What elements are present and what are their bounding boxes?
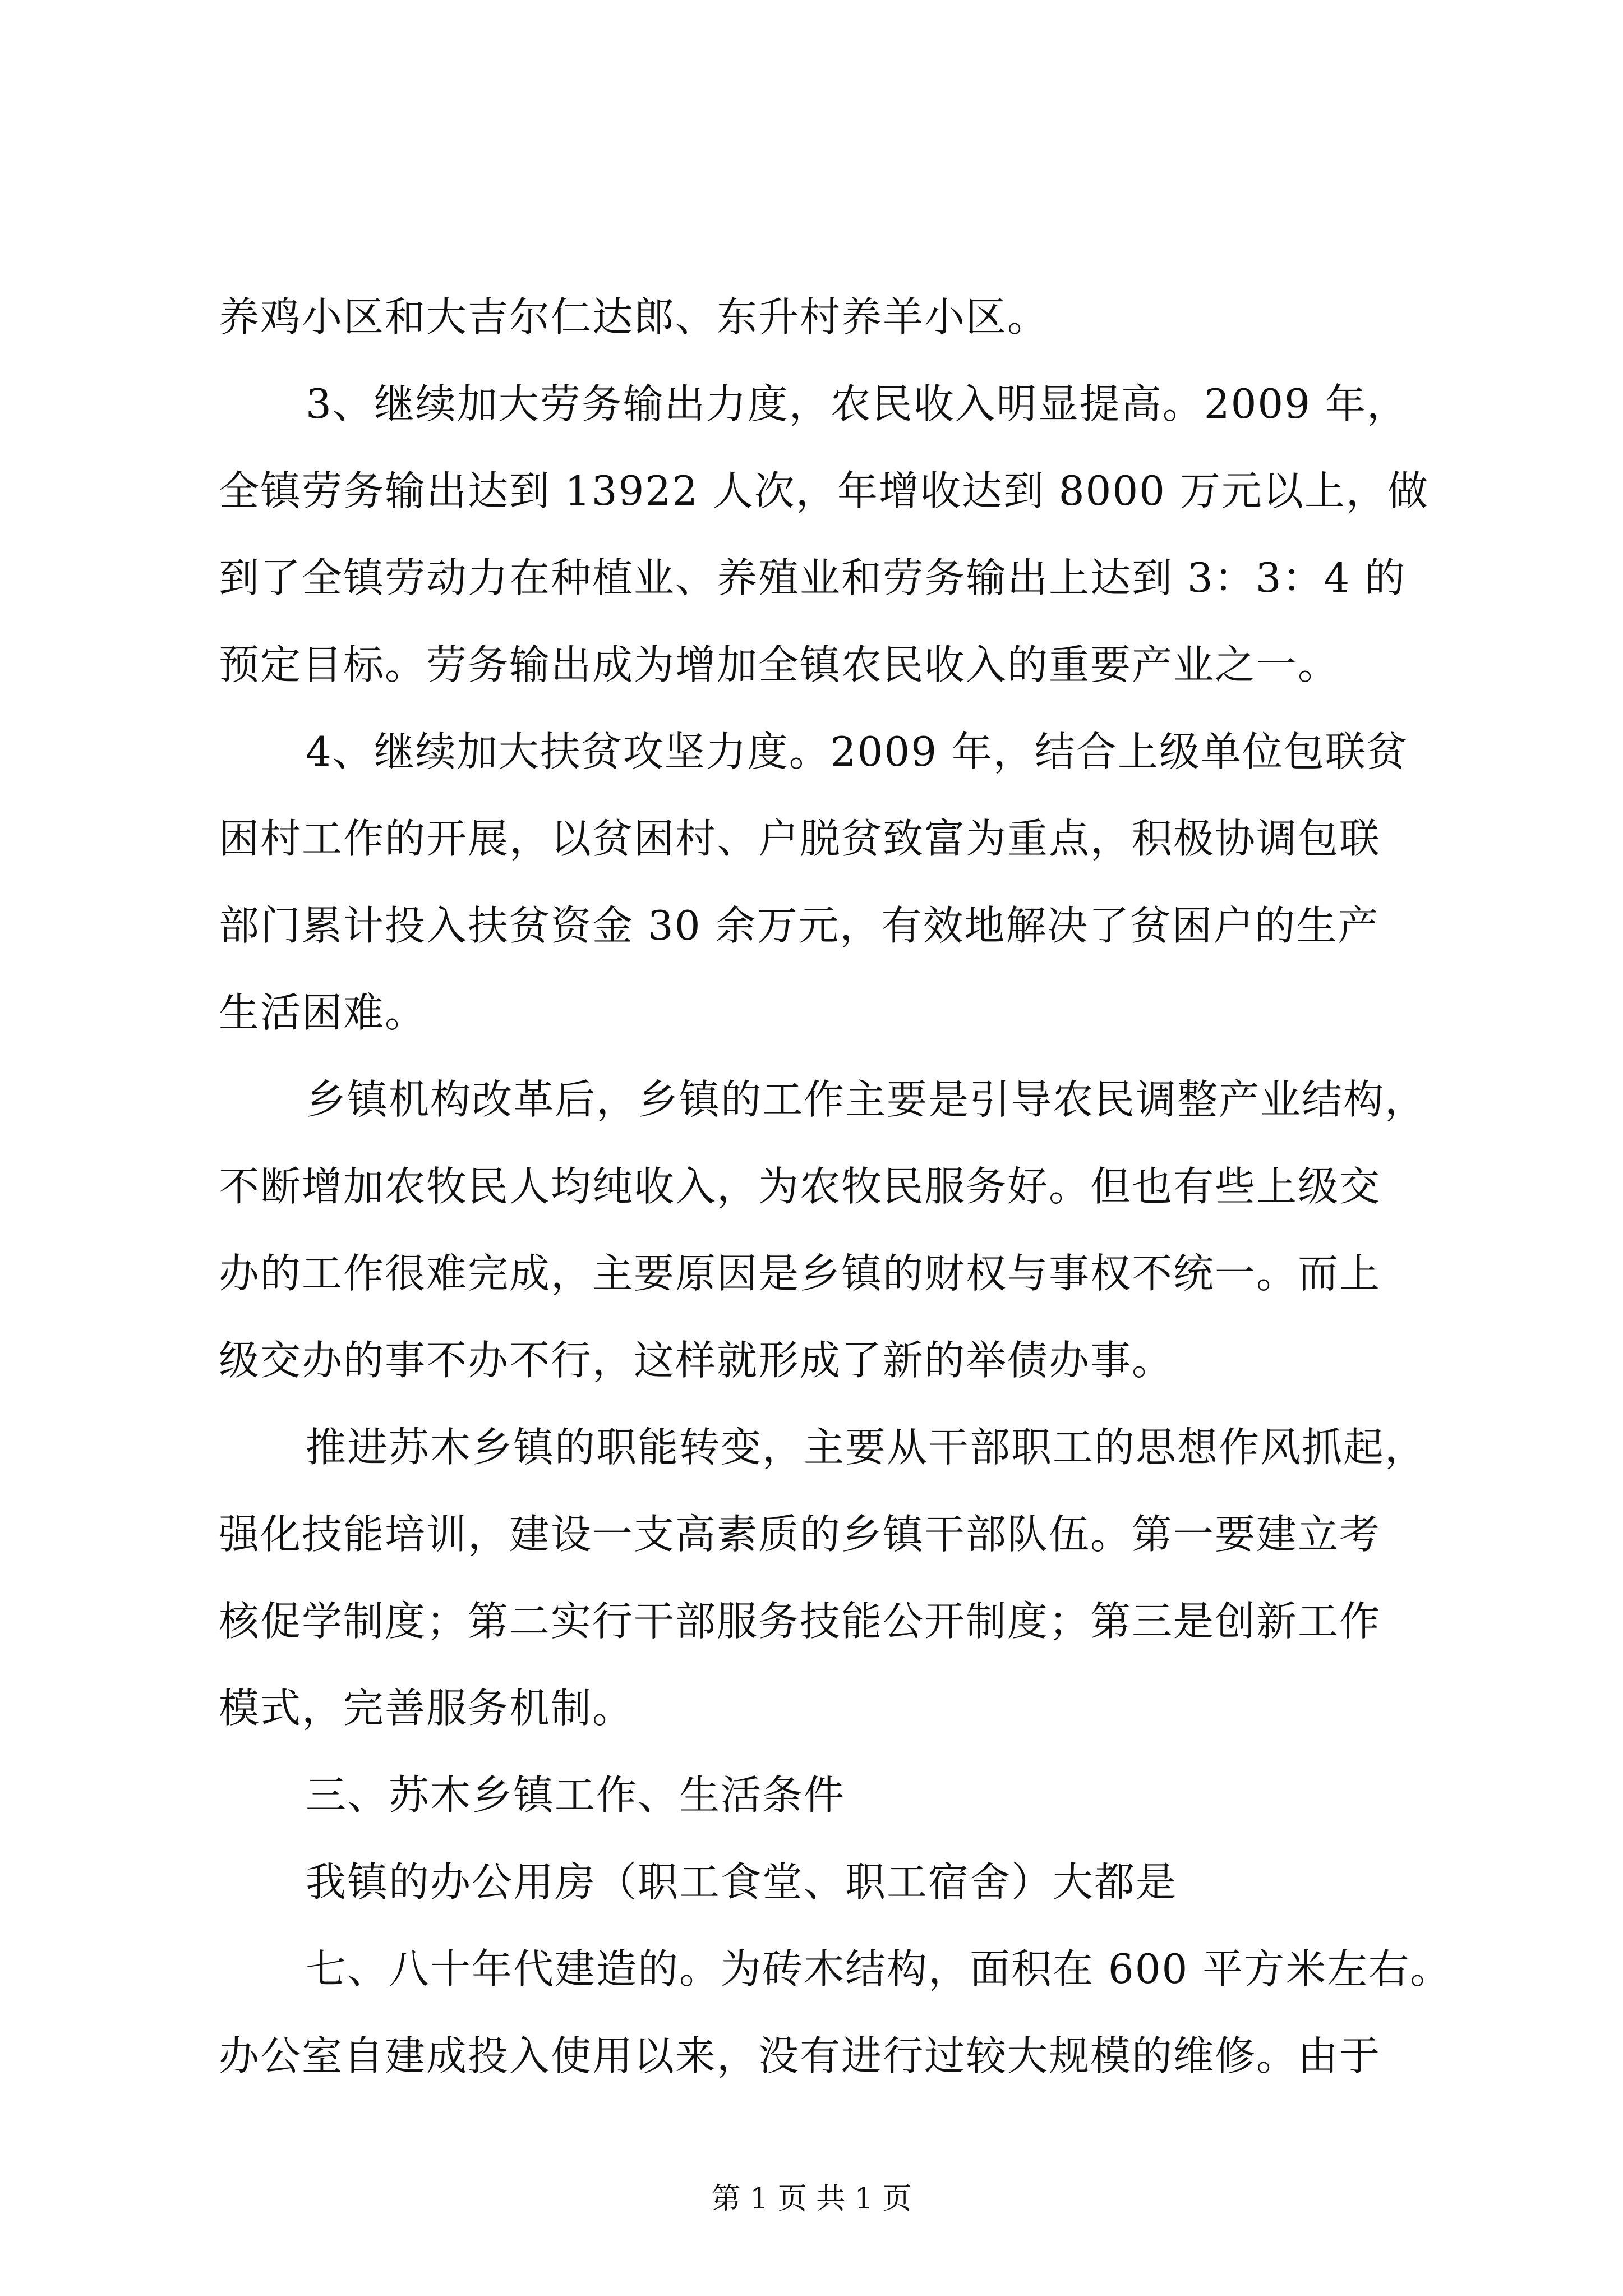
text-line: 级交办的事不办不行，这样就形成了新的举债办事。 <box>219 1337 1174 1384</box>
text-line: 七、八十年代建造的。为砖木结构，面积在 600 平方米左右。 <box>306 1945 1452 1993</box>
text-line: 困村工作的开展，以贫困村、户脱贫致富为重点，积极协调包联 <box>219 815 1381 862</box>
text-line: 我镇的办公用房（职工食堂、职工宿舍）大都是 <box>306 1858 1178 1906</box>
text-line: 模式，完善服务机制。 <box>219 1685 634 1732</box>
text-line: 全镇劳务输出达到 13922 人次，年增收达到 8000 万元以上，做 <box>219 467 1429 514</box>
text-line: 部门累计投入扶贫资金 30 余万元，有效地解决了贫困户的生产 <box>219 902 1380 949</box>
text-line: 生活困难。 <box>219 989 427 1036</box>
text-line: 预定目标。劳务输出成为增加全镇农民收入的重要产业之一。 <box>219 641 1340 688</box>
text-line: 强化技能培训，建设一支高素质的乡镇干部队伍。第一要建立考 <box>219 1511 1381 1558</box>
text-line: 办公室自建成投入使用以来，没有进行过较大规模的维修。由于 <box>219 2032 1381 2079</box>
page-footer: 第 1 页 共 1 页 <box>711 2182 912 2216</box>
text-line: 乡镇机构改革后，乡镇的工作主要是引导农民调整产业结构， <box>306 1076 1427 1123</box>
text-line: 3、继续加大劳务输出力度，农民收入明显提高。2009 年， <box>306 380 1408 427</box>
text-line: 养鸡小区和大吉尔仁达郎、东升村养羊小区。 <box>219 293 1049 341</box>
text-line: 推进苏木乡镇的职能转变，主要从干部职工的思想作风抓起， <box>306 1424 1427 1471</box>
text-line: 办的工作很难完成，主要原因是乡镇的财权与事权不统一。而上 <box>219 1250 1381 1297</box>
text-line: 到了全镇劳动力在种植业、养殖业和劳务输出上达到 3：3：4 的 <box>219 554 1407 601</box>
text-line: 核促学制度；第二实行干部服务技能公开制度；第三是创新工作 <box>219 1598 1381 1645</box>
text-line: 4、继续加大扶贫攻坚力度。2009 年，结合上级单位包联贫 <box>306 728 1408 775</box>
text-line: 不断增加农牧民人均纯收入，为农牧民服务好。但也有些上级交 <box>219 1163 1381 1210</box>
section-heading: 三、苏木乡镇工作、生活条件 <box>306 1772 846 1819</box>
